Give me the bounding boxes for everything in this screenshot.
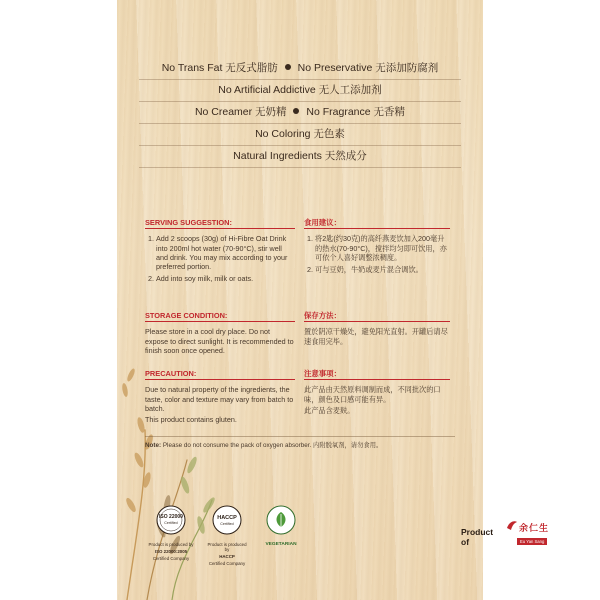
product-of-label: Product of <box>461 527 494 547</box>
iso-badge-icon <box>156 505 186 535</box>
serving-zh-heading: 食用建议： <box>304 218 450 229</box>
precaution-zh-section <box>304 369 450 417</box>
serving-zh-step: 1. 将2匙(约30克)的高纤燕麦饮加入200毫升的热水(70-90°C)，搅拌均匀即可饮用，亦可依个人喜好调整浓稠度。 <box>315 234 450 262</box>
precaution-zh-heading: 注意事项： <box>304 369 450 380</box>
storage-en-text: Please store in a cool dry place. Do not expose to direct sunlight. It is recommended to finish soon once opened. <box>145 327 294 355</box>
storage-en-heading: STORAGE CONDITION: <box>145 311 295 322</box>
storage-en-section <box>145 311 295 357</box>
claim-row <box>139 124 461 146</box>
bullet-dot-icon <box>293 108 299 114</box>
iso-badge-text: ISO 22000 <box>159 514 183 520</box>
serving-zh-section <box>304 218 450 277</box>
haccp-certification <box>205 505 249 566</box>
brand-english: Eu Yan Sang <box>517 538 547 545</box>
serving-en-heading: SERVING SUGGESTION: <box>145 218 295 229</box>
claim-row <box>139 102 461 124</box>
claim-text: No Trans Fat 无反式脂肪 <box>161 62 278 74</box>
storage-zh-heading: 保存方法： <box>304 311 450 322</box>
storage-zh-text: 置於阴凉干燥处，避免阳光直射。开罐后请尽速食用完毕。 <box>304 327 448 346</box>
haccp-caption-2: HACCP <box>219 554 235 559</box>
serving-zh-step: 2. 可与豆奶，牛奶或麦片混合调饮。 <box>315 265 450 274</box>
note <box>145 436 455 449</box>
claim-row <box>139 80 461 102</box>
iso-badge-sub: Certified <box>164 521 178 525</box>
iso-caption-3: Certified Company <box>152 556 190 561</box>
precaution-en-section <box>145 369 295 426</box>
claim-text: No Artificial Addictive 无人工添加剂 <box>218 84 382 96</box>
vegetarian-certification <box>257 505 305 547</box>
claim-text: Natural Ingredients 天然成分 <box>233 150 367 162</box>
precaution-zh-text: 此产品由天然原料调制而成，不同批次的口味，颜色及口感可能有异。 <box>304 385 441 404</box>
serving-en-section <box>145 218 295 287</box>
serving-en-step: 2. Add into soy milk, milk or oats. <box>156 274 295 283</box>
vegetarian-label: VEGETARIAN <box>265 542 297 547</box>
precaution-en-text-2: This product contains gluten. <box>145 415 237 425</box>
iso-caption-1: Product is produced by <box>148 542 194 547</box>
note-label: Note: <box>145 442 162 449</box>
brand-mark-icon <box>505 518 519 532</box>
claim-text: No Coloring 无色素 <box>255 128 345 140</box>
claim-row <box>139 146 461 168</box>
serving-en-step: 1. Add 2 scoops (30g) of Hi-Fibre Oat Drink into 200ml hot water (70-90°C), stir well and drink. You may mix according to your preferred portion. <box>156 234 295 271</box>
haccp-caption-1: Product is produced by <box>207 542 247 552</box>
precaution-en-heading: PRECAUTION: <box>145 369 295 380</box>
haccp-badge-sub: Certified <box>220 522 234 526</box>
iso-certification <box>147 505 195 561</box>
haccp-badge-text: HACCP <box>217 515 237 521</box>
leaf-icon <box>266 505 296 535</box>
bullet-dot-icon <box>285 64 291 70</box>
iso-caption-2: ISO 22000:2005 <box>154 549 188 554</box>
claims-list <box>117 58 483 168</box>
note-text: Please do not consume the pack of oxygen absorber. 内附脱氧剂，请勿食用。 <box>162 442 383 449</box>
haccp-caption-3: Certified Company <box>208 561 246 566</box>
brand-chinese: 余仁生 <box>519 524 550 534</box>
precaution-en-text: Due to natural property of the ingredients, the taste, color and texture may vary from batch to batch. <box>145 385 294 413</box>
claim-text: No Preservative 无添加防腐剂 <box>297 62 439 74</box>
precaution-zh-text-2: 此产品含麦麸。 <box>304 405 355 415</box>
claim-text: No Fragrance 无香精 <box>306 106 406 118</box>
claim-text: No Creamer 无奶精 <box>194 106 287 118</box>
label-panel <box>117 0 550 600</box>
storage-zh-section <box>304 311 450 348</box>
claim-row <box>139 58 461 80</box>
brand-logo <box>505 514 559 552</box>
